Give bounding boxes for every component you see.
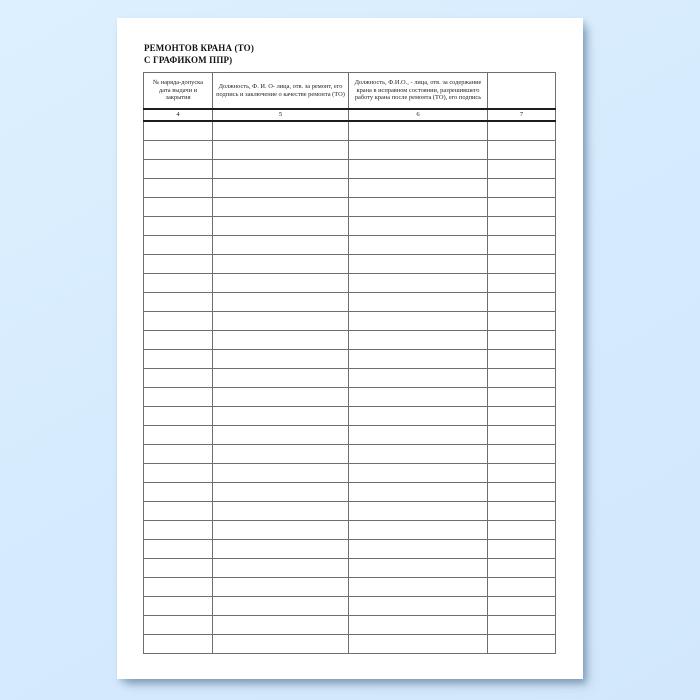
empty-cell — [488, 426, 556, 445]
empty-row — [144, 464, 556, 483]
empty-cell — [488, 331, 556, 350]
column-header-blank — [488, 73, 556, 110]
empty-row — [144, 559, 556, 578]
column-number-4: 4 — [144, 109, 213, 121]
repair-log-table — [143, 72, 556, 654]
empty-cell — [144, 407, 213, 426]
empty-cell — [349, 312, 488, 331]
empty-cell — [488, 407, 556, 426]
document-page — [117, 18, 583, 679]
empty-cell — [488, 464, 556, 483]
empty-cell — [349, 274, 488, 293]
empty-cell — [349, 616, 488, 635]
empty-row — [144, 407, 556, 426]
empty-cell — [144, 312, 213, 331]
empty-row — [144, 635, 556, 654]
empty-cell — [488, 274, 556, 293]
empty-row — [144, 236, 556, 255]
column-header-repair-responsible: Должность, Ф. И. О- лица, отв. за ремонт, его подпись и заключение о качестве ремонта (ТО) — [213, 73, 349, 110]
empty-row — [144, 160, 556, 179]
column-number-6: 6 — [349, 109, 488, 121]
empty-cell — [349, 255, 488, 274]
empty-cell — [213, 597, 349, 616]
empty-cell — [213, 635, 349, 654]
empty-cell — [488, 312, 556, 331]
empty-cell — [349, 236, 488, 255]
empty-row — [144, 255, 556, 274]
table-column-number-row — [144, 109, 556, 121]
empty-cell — [213, 464, 349, 483]
empty-cell — [488, 121, 556, 141]
empty-cell — [349, 521, 488, 540]
empty-cell — [213, 121, 349, 141]
table-body — [144, 121, 556, 654]
empty-cell — [488, 635, 556, 654]
empty-row — [144, 198, 556, 217]
empty-cell — [144, 350, 213, 369]
empty-cell — [349, 369, 488, 388]
empty-cell — [213, 331, 349, 350]
document-title-line1: РЕМОНТОВ КРАНА (ТО) — [144, 43, 254, 53]
empty-cell — [488, 198, 556, 217]
empty-row — [144, 274, 556, 293]
empty-cell — [144, 502, 213, 521]
empty-cell — [213, 179, 349, 198]
empty-cell — [349, 407, 488, 426]
empty-row — [144, 502, 556, 521]
empty-cell — [213, 141, 349, 160]
empty-cell — [488, 350, 556, 369]
empty-cell — [144, 445, 213, 464]
empty-row — [144, 293, 556, 312]
empty-cell — [213, 483, 349, 502]
empty-cell — [349, 293, 488, 312]
empty-cell — [213, 521, 349, 540]
empty-cell — [144, 540, 213, 559]
empty-row — [144, 369, 556, 388]
empty-cell — [488, 597, 556, 616]
empty-cell — [349, 578, 488, 597]
empty-cell — [213, 540, 349, 559]
empty-row — [144, 312, 556, 331]
empty-row — [144, 578, 556, 597]
empty-row — [144, 483, 556, 502]
empty-cell — [144, 616, 213, 635]
empty-cell — [213, 160, 349, 179]
empty-cell — [213, 445, 349, 464]
empty-cell — [213, 236, 349, 255]
empty-cell — [213, 407, 349, 426]
empty-cell — [349, 445, 488, 464]
empty-cell — [213, 255, 349, 274]
empty-cell — [144, 141, 213, 160]
column-header-condition-responsible: Должность, Ф.И.О., - лица, отв. за содержание крана в исправном состоянии, разрешившего работу крана после ремонта (ТО), его подпись — [349, 73, 488, 110]
empty-cell — [488, 578, 556, 597]
empty-cell — [144, 369, 213, 388]
empty-cell — [349, 635, 488, 654]
document-title — [144, 43, 254, 66]
empty-cell — [144, 121, 213, 141]
empty-cell — [349, 121, 488, 141]
empty-cell — [488, 141, 556, 160]
empty-cell — [349, 179, 488, 198]
empty-cell — [213, 616, 349, 635]
empty-cell — [349, 388, 488, 407]
empty-cell — [144, 559, 213, 578]
empty-row — [144, 521, 556, 540]
empty-cell — [213, 217, 349, 236]
empty-row — [144, 179, 556, 198]
empty-cell — [144, 217, 213, 236]
empty-row — [144, 141, 556, 160]
empty-cell — [488, 616, 556, 635]
empty-cell — [488, 255, 556, 274]
column-number-7: 7 — [488, 109, 556, 121]
empty-cell — [213, 293, 349, 312]
empty-cell — [488, 293, 556, 312]
empty-cell — [349, 540, 488, 559]
empty-cell — [349, 198, 488, 217]
empty-row — [144, 540, 556, 559]
empty-cell — [213, 502, 349, 521]
empty-cell — [144, 179, 213, 198]
empty-cell — [213, 578, 349, 597]
empty-row — [144, 426, 556, 445]
empty-cell — [488, 559, 556, 578]
empty-cell — [488, 369, 556, 388]
empty-cell — [144, 274, 213, 293]
empty-cell — [213, 274, 349, 293]
empty-cell — [349, 464, 488, 483]
empty-row — [144, 331, 556, 350]
empty-cell — [144, 426, 213, 445]
empty-cell — [144, 198, 213, 217]
empty-cell — [144, 160, 213, 179]
empty-cell — [144, 483, 213, 502]
empty-row — [144, 445, 556, 464]
empty-row — [144, 121, 556, 141]
empty-cell — [349, 217, 488, 236]
empty-cell — [488, 388, 556, 407]
empty-cell — [488, 217, 556, 236]
empty-cell — [488, 502, 556, 521]
empty-cell — [213, 369, 349, 388]
empty-cell — [213, 198, 349, 217]
column-header-permit-number: № наряда-допуска дата выдачи и закрытия — [144, 73, 213, 110]
empty-cell — [144, 464, 213, 483]
empty-row — [144, 217, 556, 236]
empty-cell — [213, 426, 349, 445]
empty-cell — [144, 635, 213, 654]
empty-cell — [144, 388, 213, 407]
document-title-line2: С ГРАФИКОМ ППР) — [144, 54, 233, 65]
empty-cell — [213, 559, 349, 578]
empty-cell — [349, 502, 488, 521]
empty-cell — [488, 445, 556, 464]
empty-cell — [144, 293, 213, 312]
empty-cell — [349, 559, 488, 578]
empty-cell — [488, 521, 556, 540]
empty-row — [144, 597, 556, 616]
empty-cell — [144, 521, 213, 540]
empty-cell — [488, 483, 556, 502]
empty-cell — [144, 597, 213, 616]
empty-cell — [213, 350, 349, 369]
empty-cell — [144, 578, 213, 597]
table-header-row — [144, 73, 556, 110]
empty-cell — [144, 255, 213, 274]
empty-cell — [144, 331, 213, 350]
empty-row — [144, 616, 556, 635]
empty-cell — [213, 388, 349, 407]
empty-cell — [349, 483, 488, 502]
empty-cell — [488, 540, 556, 559]
empty-cell — [349, 160, 488, 179]
empty-row — [144, 388, 556, 407]
empty-cell — [488, 179, 556, 198]
empty-cell — [349, 141, 488, 160]
empty-cell — [488, 160, 556, 179]
empty-cell — [349, 426, 488, 445]
empty-cell — [488, 236, 556, 255]
empty-cell — [144, 236, 213, 255]
column-number-5: 5 — [213, 109, 349, 121]
empty-cell — [349, 350, 488, 369]
empty-cell — [349, 331, 488, 350]
empty-cell — [349, 597, 488, 616]
empty-cell — [213, 312, 349, 331]
empty-row — [144, 350, 556, 369]
